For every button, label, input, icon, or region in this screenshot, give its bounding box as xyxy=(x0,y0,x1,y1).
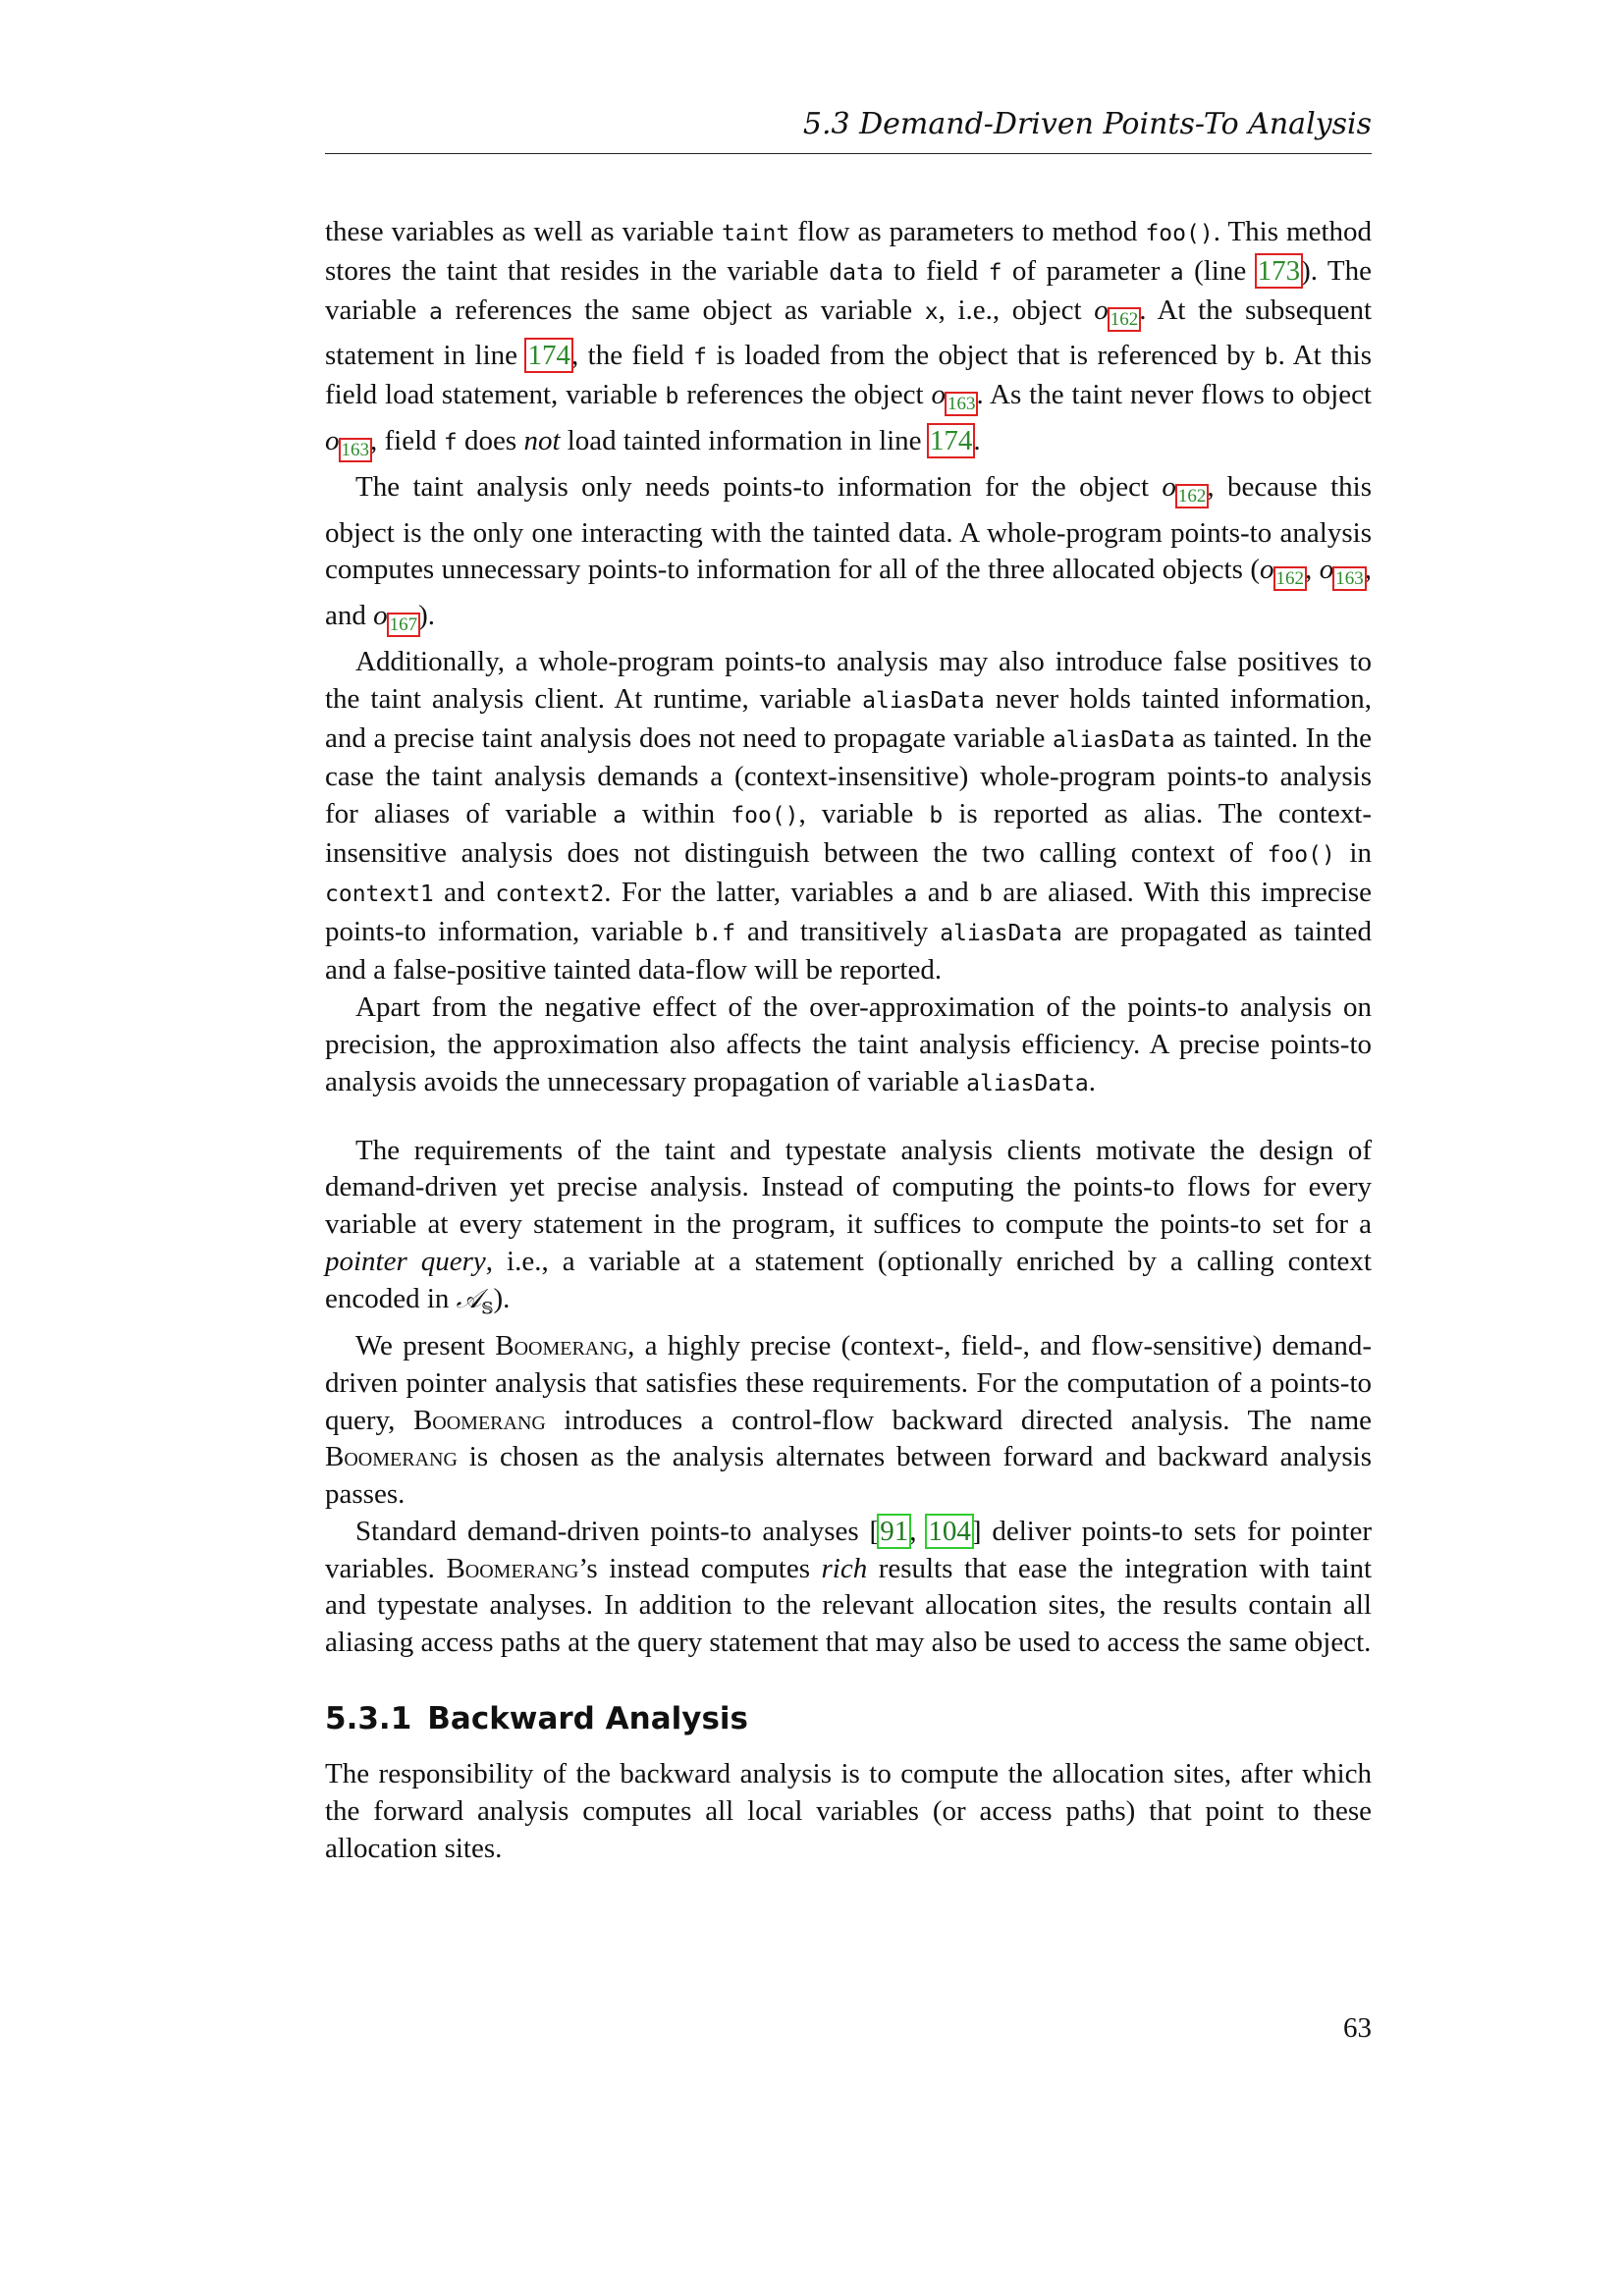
section-number: 5.3.1 xyxy=(325,1701,412,1737)
object-ref-167[interactable]: 167 xyxy=(389,614,418,636)
paragraph-2: The taint analysis only needs points-to information for the object o $_{162}$, because this object is the only one interacting with the tainted data. A whole-program points-to analysis computes unnecessary points-to information for all of the three allocated objects (o $_{162}$, o $_{163}$, and o $_{167}$). xyxy=(325,470,1372,636)
citation-104[interactable]: 104 xyxy=(928,1515,971,1547)
paragraph-7: Standard demand-driven points-to analyses [91, 104] deliver points-to sets for pointer variables. Boomerang’s instead computes rich results that ease the integration with taint and typestate analyses. In addition to the relevant allocation sites, the results contain all aliasing access paths at the query statement that may also be used to access the same object. xyxy=(325,1515,1373,1659)
paragraph-6: We present Boomerang, a highly precise (context-, field-, and flow-sensitive) demand-driven pointer analysis that satisfies these requirements. For the computation of a points-to query, Boomerang introduces a control-flow backward directed analysis. The name Boomerang is chosen as the analysis alternates between forward and backward analysis passes. xyxy=(325,1329,1372,1511)
object-ref-163[interactable]: 163 xyxy=(1335,568,1364,590)
object-ref-162[interactable]: 162 xyxy=(1275,568,1305,590)
object-ref-162[interactable]: 162 xyxy=(1177,485,1207,507)
paragraph-5: The requirements of the taint and typestate analysis clients motivate the design of demand-driven yet precise analysis. Instead of computing the points-to flows for every variable at every statement in the program, it suffices to compute the points-to set for a pointer query, i.e., a variable at a statement (optionally enriched by a calling context encoded in 𝒜$_𝕊$). xyxy=(325,1134,1372,1319)
page-number: 63 xyxy=(1343,2012,1372,2044)
line-ref-173[interactable]: 173 xyxy=(1257,254,1301,287)
paragraph-8: The responsibility of the backward analysis is to compute the allocation sites, after which the forward analysis computes all local variables (or access paths) that point to these allocation sites. xyxy=(325,1758,1372,1864)
paragraph-1: these variables as well as variable taint flow as parameters to method foo(). This method stores the taint that resides in the variable data to field f of parameter a (line 173). The variable a references the same object as variable x, i.e., object o $_{162}$. At the subsequent statement in line 174, the field f is loaded from the object that is referenced by b. At this field load statement, variable b references the object o $_{163}$. As the taint never flows to object o $_{163}$, field f does not load tainted information in line 174. xyxy=(325,216,1373,460)
paragraph-3: Additionally, a whole-program points-to analysis may also introduce false positives to the taint analysis client. At runtime, variable aliasData never holds tainted information, and a precise taint analysis does not need to propagate variable aliasData as tainted. In the case the taint analysis demands a (context-insensitive) whole-program points-to analysis for aliases of variable a within foo(), variable b is reported as alias. The context-insensitive analysis does not distinguish between the two calling context of foo() in context1 and context2. For the latter, variables a and b are aliased. With this imprecise points-to information, variable b.f and transitively aliasData are propagated as tainted and a false-positive tainted data-flow will be reported. xyxy=(325,645,1373,987)
line-ref-174[interactable]: 174 xyxy=(527,340,570,372)
main-text xyxy=(325,214,1372,1867)
paragraph-4: Apart from the negative effect of the over-approximation of the points-to analysis on precision, the approximation also affects the taint analysis efficiency. A precise points-to analysis avoids the unnecessary propagation of variable aliasData. xyxy=(325,991,1372,1097)
line-ref-174[interactable]: 174 xyxy=(929,424,973,456)
math-context-symbol: 𝒜$_𝕊$ xyxy=(456,1283,494,1319)
running-header xyxy=(325,106,1372,154)
object-ref-163[interactable]: 163 xyxy=(341,439,369,460)
object-ref-163[interactable]: 163 xyxy=(947,394,976,415)
object-ref-162[interactable]: 162 xyxy=(1110,308,1139,330)
section-heading xyxy=(325,1699,1372,1738)
citation-91[interactable]: 91 xyxy=(880,1515,909,1547)
section-title: Backward Analysis xyxy=(427,1701,748,1737)
running-title: 5.3 Demand-Driven Points-To Analysis xyxy=(802,107,1372,141)
